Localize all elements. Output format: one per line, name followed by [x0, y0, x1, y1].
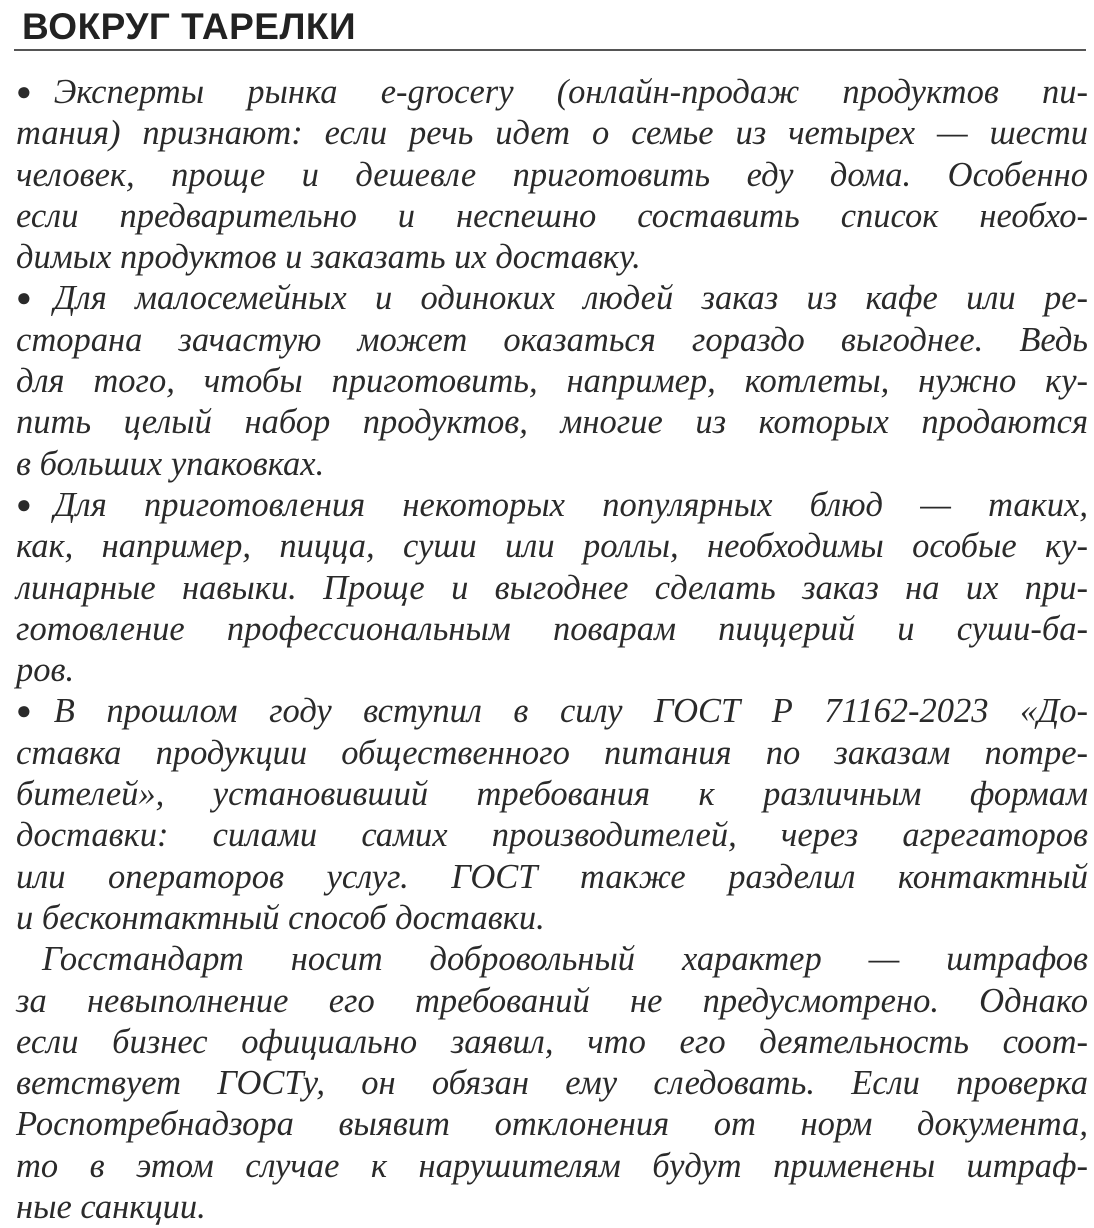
text-line: [16, 196, 1088, 237]
line-text: тания) признают: если речь идет о семье из четырех — шести: [16, 114, 1088, 153]
text-line: [16, 609, 1088, 650]
text-line: [16, 361, 1088, 402]
text-line: [16, 568, 1088, 609]
text-line: [16, 1063, 1088, 1104]
section-title: ВОКРУГ ТАРЕЛКИ: [22, 6, 357, 47]
line-text: димых продуктов и заказать их доставку.: [16, 238, 641, 277]
line-text: Для приготовления некоторых популярных блюд — таких,: [53, 485, 1088, 524]
text-line: [16, 1146, 1088, 1187]
text-line: [16, 691, 1088, 732]
line-text: ставка продукции общественного питания по заказам потре-: [16, 733, 1088, 772]
text-line: [16, 402, 1088, 443]
line-text: для того, чтобы приготовить, например, котлеты, нужно ку-: [16, 362, 1088, 401]
text-line: [16, 113, 1088, 154]
line-text: или операторов услуг. ГОСТ также разделил контактный: [16, 857, 1088, 896]
title-divider: [14, 49, 1086, 51]
line-text: человек, проще и дешевле приготовить еду дома. Особенно: [16, 155, 1088, 194]
text-line: [16, 815, 1088, 856]
line-text: и бесконтактный способ доставки.: [16, 898, 545, 937]
text-line: [16, 981, 1088, 1022]
line-text: то в этом случае к нарушителям будут применены штраф-: [16, 1146, 1088, 1185]
bullet-paragraph: [16, 278, 1088, 484]
text-line: [16, 320, 1088, 361]
line-text: Для малосемейных и одиноких людей заказ из кафе или ре-: [53, 279, 1088, 318]
line-text: сторана зачастую может оказаться гораздо выгоднее. Ведь: [16, 320, 1088, 359]
text-line: [16, 1104, 1088, 1145]
bullet-icon: ●: [16, 489, 32, 519]
line-text: пить целый набор продуктов, многие из которых продаются: [16, 403, 1088, 442]
text-line: [16, 72, 1088, 113]
bullet-paragraph: [16, 485, 1088, 691]
text-line: [16, 857, 1088, 898]
line-text: готовление профессиональным поварам пиццерий и суши-ба-: [16, 609, 1088, 648]
line-text: если бизнес официально заявил, что его деятельность соот-: [16, 1022, 1088, 1061]
line-text: ные санкции.: [16, 1188, 206, 1227]
line-text: Эксперты рынка e-grocery (онлайн-продаж продуктов пи-: [53, 73, 1088, 111]
bullet-paragraph: [16, 691, 1088, 939]
text-line: [16, 1022, 1088, 1063]
line-text: линарные навыки. Проще и выгоднее сделать заказ на их при-: [16, 568, 1088, 607]
line-text: как, например, пицца, суши или роллы, необходимы особые ку-: [16, 527, 1088, 566]
bullet-icon: ●: [16, 77, 32, 106]
text-line: [16, 444, 1088, 485]
line-text: В прошлом году вступил в силу ГОСТ Р 71162-2023 «До-: [53, 692, 1088, 731]
line-text: ветствует ГОСТу, он обязан ему следовать. Если проверка: [16, 1064, 1088, 1103]
line-text: если предварительно и неспешно составить список необхо-: [16, 196, 1088, 235]
line-text: бителей», установивший требования к различным формам: [16, 775, 1088, 814]
article-body: [16, 72, 1088, 1228]
paragraph: [16, 939, 1088, 1228]
text-line: [16, 237, 1088, 278]
text-line: [16, 650, 1088, 691]
text-line: [16, 774, 1088, 815]
line-text: ров.: [16, 651, 75, 690]
bullet-icon: ●: [16, 696, 32, 726]
text-line: [16, 898, 1088, 939]
bullet-icon: ●: [16, 283, 32, 313]
line-text: Госстандарт носит добровольный характер — штрафов: [42, 940, 1088, 979]
line-text: за невыполнение его требований не предусмотрено. Однако: [16, 981, 1088, 1020]
bullet-paragraph: [16, 72, 1088, 278]
text-line: [16, 155, 1088, 196]
line-text: доставки: силами самих производителей, через агрегаторов: [16, 816, 1088, 855]
text-line: [16, 1187, 1088, 1228]
text-line: [16, 733, 1088, 774]
line-text: Роспотребнадзора выявит отклонения от норм документа,: [16, 1105, 1088, 1144]
text-line: [16, 526, 1088, 567]
line-text: в больших упаковках.: [16, 444, 325, 483]
text-line: [16, 278, 1088, 319]
text-line: [16, 939, 1088, 980]
text-line: [16, 485, 1088, 526]
